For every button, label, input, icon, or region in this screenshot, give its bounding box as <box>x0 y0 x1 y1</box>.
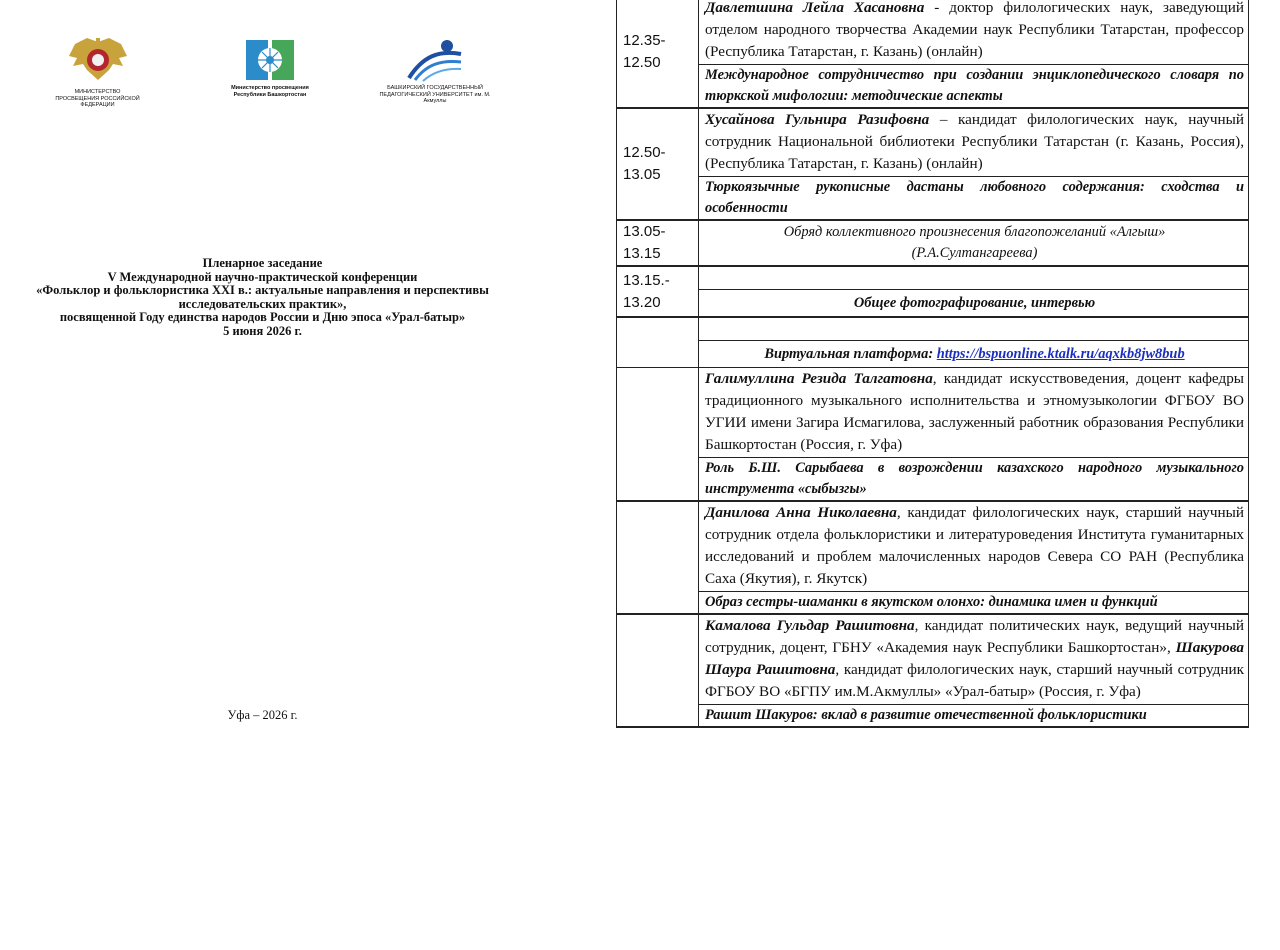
time-slot <box>617 615 699 726</box>
empty-line <box>699 318 1248 341</box>
empty-line <box>699 267 1248 290</box>
speaker-details: , кандидат филологических наук, старший научный сотрудник отдела фольклористики и литературоведения Института гуманитарных исследований и проблем малочисленных народов Севера СО РАН (Республика Саха (Якутия), г. Якутск) <box>705 504 1244 587</box>
speaker-info <box>699 0 1248 65</box>
table-row <box>616 615 1249 728</box>
title-line: V Международной научно-практической конференции <box>107 269 418 284</box>
ministry-bashkortostan-logo <box>220 38 320 98</box>
talk-title: Международное сотрудничество при создании энциклопедического словаря по тюркской мифологии: методические аспекты <box>705 67 1244 104</box>
talk-title: Тюркоязычные рукописные дастаны любовного содержания: сходства и особенности <box>705 179 1244 216</box>
table-row <box>616 502 1249 615</box>
time-slot <box>617 368 699 500</box>
speaker-details: – кандидат филологических наук, научный сотрудник Национальной библиотеки Республики Татарстан (г. Казань, Россия), (Республика Татарстан, г. Казань) (онлайн) <box>705 111 1244 172</box>
table-row <box>616 0 1249 109</box>
logo-caption: БАШКИРСКИЙ ГОСУДАРСТВЕННЫЙ ПЕДАГОГИЧЕСКИЙ УНИВЕРСИТЕТ им. М. Акмуллы <box>379 85 491 104</box>
table-row <box>616 318 1249 368</box>
talk-title: Роль Б.Ш. Сарыбаева в возрождении казахского народного музыкального инструмента «сыбызгы» <box>705 460 1244 497</box>
table-row <box>616 109 1249 221</box>
cover-page <box>0 0 600 950</box>
speaker-name: Галимуллина Резида Талгатовна <box>705 370 933 387</box>
footer-city-year: Уфа – 2026 г. <box>227 708 298 722</box>
title-line: исследовательских практик», <box>178 296 347 311</box>
title-line: 5 июня 2026 г. <box>223 323 302 338</box>
time-slot <box>617 318 699 367</box>
speaker-name: Хусайнова Гульнира Разифовна <box>705 111 930 128</box>
speaker-info <box>699 368 1248 458</box>
time-slot: 12.50- 13.05 <box>617 109 699 219</box>
speaker-details: , кандидат политических наук, ведущий научный сотрудник, доцент, ГБНУ «Академия наук Республики Башкортостан», <box>705 617 1244 656</box>
speaker-name: Камалова Гульдар Рашитовна <box>705 617 915 634</box>
table-row <box>616 267 1249 318</box>
talk-title: Образ сестры-шаманки в якутском олонхо: динамика имен и функций <box>705 594 1158 610</box>
speaker-details: , кандидат искусствоведения, доцент кафедры традиционного музыкального исполнительства и этномузыкологии ФГБОУ ВО УГИИ имени Загира Исмагилова, заслуженный работник образования Республики Башкортостан (Россия, г. Уфа) <box>705 370 1244 453</box>
speaker-details-2: , кандидат филологических наук, старший научный сотрудник ФГБОУ ВО «БГПУ им.М.Акмуллы» «Урал-батыр» (Россия, г. Уфа) <box>705 661 1244 700</box>
bgpu-university-logo <box>375 38 495 105</box>
event-title: Обряд коллективного произнесения благопожеланий «Алгыш» <box>783 224 1166 240</box>
time-slot: 13.15.- 13.20 <box>617 267 699 316</box>
speaker-info <box>699 109 1248 177</box>
speaker-info <box>699 502 1248 592</box>
table-row <box>616 221 1249 267</box>
speaker-details: - доктор филологических наук, заведующий отделом народного творчества Академии наук Республики Татарстан, профессор (Республика Татарстан, г. Казань) (онлайн) <box>705 0 1244 60</box>
time-slot <box>617 502 699 613</box>
platform-link[interactable]: https://bspuonline.ktalk.ru/aqxkb8jw8bub <box>936 346 1185 362</box>
event-title: Общее фотографирование, интервью <box>853 295 1096 311</box>
speaker-name-2: Шакурова Шаура Рашитовна <box>705 639 1244 678</box>
speaker-info <box>699 615 1248 705</box>
speaker-name: Данилова Анна Николаевна <box>705 504 897 521</box>
bgpu-university-icon <box>405 38 465 82</box>
virtual-platform <box>699 341 1248 367</box>
event-host: (Р.А.Султангареева) <box>911 245 1038 261</box>
time-slot: 12.35- 12.50 <box>617 0 699 107</box>
ministry-bashkortostan-icon <box>244 38 296 82</box>
platform-label: Виртуальная платформа: <box>764 346 937 362</box>
speaker-name: Давлетшина Лейла Хасановна <box>705 0 925 16</box>
time-slot: 13.05- 13.15 <box>617 221 699 265</box>
title-line: посвященной Году единства народов России и Дню эпоса «Урал-батыр» <box>59 310 466 325</box>
eagle-emblem-icon <box>67 36 129 86</box>
conference-title <box>10 257 515 339</box>
logo-caption: МИНИСТЕРСТВО ПРОСВЕЩЕНИЯ РОССИЙСКОЙ ФЕДЕРАЦИИ <box>55 89 140 108</box>
title-line: Пленарное заседание <box>202 256 323 270</box>
ministry-russia-logo <box>55 36 140 109</box>
program-table <box>616 0 1249 728</box>
talk-title: Рашит Шакуров: вклад в развитие отечественной фольклористики <box>705 707 1147 723</box>
title-line: «Фольклор и фольклористика XXI в.: актуальные направления и перспективы <box>36 283 489 298</box>
table-row <box>616 368 1249 502</box>
logo-caption: Министерство просвещения Республики Башкортостан <box>231 85 309 98</box>
